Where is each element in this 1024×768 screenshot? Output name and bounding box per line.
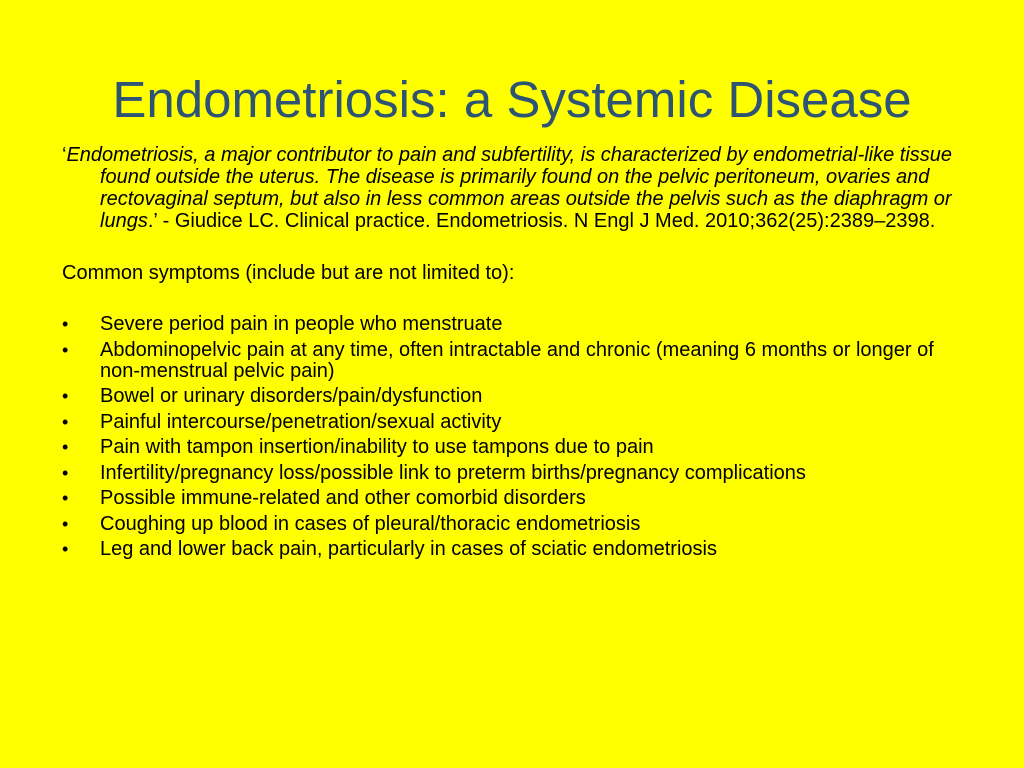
bullet-icon: • <box>62 462 69 483</box>
quote-open-mark: ‘ <box>62 144 67 166</box>
symptom-text: Possible immune-related and other comorbid disorders <box>100 487 586 509</box>
slide-body <box>62 144 962 565</box>
list-item <box>62 539 962 560</box>
symptom-text: Coughing up blood in cases of pleural/thoracic endometriosis <box>100 512 641 535</box>
bullet-icon: • <box>62 339 69 360</box>
list-item <box>62 463 962 484</box>
symptom-text: Infertility/pregnancy loss/possible link to preterm births/pregnancy complications <box>100 461 806 484</box>
symptom-text: Pain with tampon insertion/inability to use tampons due to pain <box>100 436 654 458</box>
list-item <box>62 340 962 382</box>
symptoms-intro: Common symptoms (include but are not limited to): <box>62 262 515 284</box>
slide-title: Endometriosis: a Systemic Disease <box>112 71 912 128</box>
symptom-text: Abdominopelvic pain at any time, often intractable and chronic (meaning 6 months or longer of non-menstrual pelvic pain) <box>100 338 934 382</box>
bullet-icon: • <box>62 411 69 432</box>
list-item <box>62 314 962 335</box>
bullet-icon: • <box>62 488 69 508</box>
giudice-quote <box>62 144 962 232</box>
bullet-icon: • <box>62 539 69 559</box>
list-item <box>62 412 962 433</box>
bullet-icon: • <box>62 386 69 406</box>
list-item <box>62 488 962 509</box>
symptom-text: Leg and lower back pain, particularly in cases of sciatic endometriosis <box>100 538 717 560</box>
list-item <box>62 437 962 458</box>
quote-citation: .’ - Giudice LC. Clinical practice. Endometriosis. N Engl J Med. 2010;362(25):2389–2398. <box>147 210 936 232</box>
list-item <box>62 514 962 535</box>
symptom-text: Severe period pain in people who menstruate <box>100 313 503 335</box>
quote-italic-text: Endometriosis, a major contributor to pain and subfertility, is characterized by endometrial-like tissue found outside the uterus. The disease is primarily found on the pelvic peritoneum, ovaries and rectovaginal septum, but also in less common areas outside the pelvis such as the diaphragm or lungs <box>66 144 953 232</box>
bullet-icon: • <box>62 437 69 457</box>
bullet-icon: • <box>62 513 69 534</box>
bullet-icon: • <box>62 314 69 334</box>
symptom-text: Painful intercourse/penetration/sexual activity <box>100 410 502 433</box>
symptoms-list <box>62 314 962 560</box>
symptom-text: Bowel or urinary disorders/pain/dysfunction <box>100 385 483 407</box>
list-item <box>62 386 962 407</box>
